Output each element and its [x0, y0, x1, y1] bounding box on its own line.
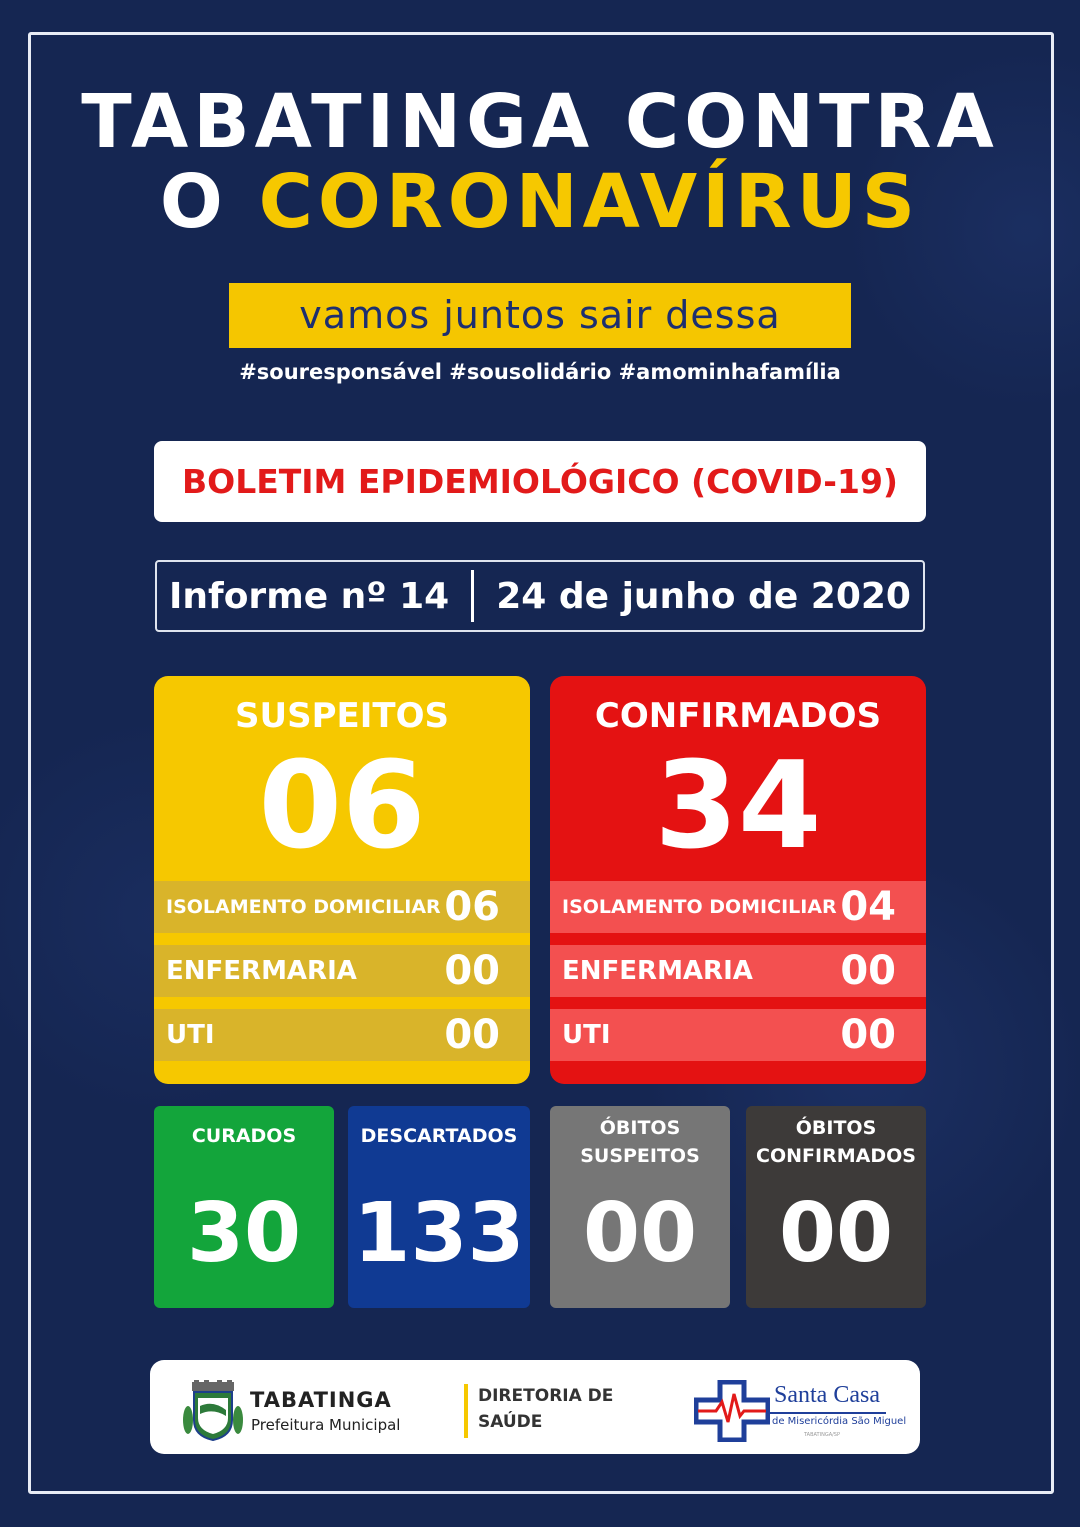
tile-discarded	[348, 1106, 530, 1308]
hospital-cross-icon	[694, 1380, 770, 1442]
report-info-box	[155, 560, 925, 632]
city-subtitle: Prefeitura Municipal	[251, 1416, 401, 1434]
title-line-1: TABATINGA CONTRA	[81, 79, 999, 165]
tile-value: 00	[582, 1186, 698, 1281]
tile-label-line-2: CONFIRMADOS	[756, 1145, 916, 1167]
suspects-row-ward	[154, 945, 530, 997]
footer-logos	[150, 1360, 920, 1454]
suspects-label: SUSPEITOS	[235, 696, 449, 736]
suspects-total: 06	[258, 737, 426, 876]
title-line-2	[0, 160, 1080, 244]
bulletin-title: BOLETIM EPIDEMIOLÓGICO (COVID-19)	[154, 441, 926, 522]
hospital-city: TABATINGA/SP	[804, 1432, 840, 1438]
divider	[464, 1384, 468, 1438]
hashtags: #souresponsável #sousolidário #amominhafamília	[239, 360, 841, 384]
row-label: ISOLAMENTO DOMICILIAR	[166, 896, 441, 918]
row-label: UTI	[166, 1020, 215, 1050]
tile-value: 133	[353, 1186, 525, 1281]
report-number: Informe nº 14	[169, 575, 450, 617]
tile-confirmed-deaths	[746, 1106, 926, 1308]
report-date: 24 de junho de 2020	[496, 575, 911, 617]
tile-suspected-deaths	[550, 1106, 730, 1308]
suspects-row-home-isolation	[154, 881, 530, 933]
row-label: ISOLAMENTO DOMICILIAR	[562, 896, 837, 918]
confirmed-row-ward	[550, 945, 926, 997]
confirmed-label: CONFIRMADOS	[594, 696, 882, 736]
hospital-underline	[770, 1412, 886, 1414]
tile-label-line-1: ÓBITOS	[599, 1117, 681, 1139]
slogan-banner: vamos juntos sair dessa	[229, 283, 851, 348]
title-highlight: CORONAVÍRUS	[258, 159, 921, 245]
row-value: 00	[444, 1012, 500, 1058]
confirmed-panel	[550, 676, 926, 1084]
tile-label-line-1: ÓBITOS	[795, 1117, 877, 1139]
row-value: 00	[840, 1012, 896, 1058]
confirmed-row-icu	[550, 1009, 926, 1061]
confirmed-total: 34	[654, 737, 822, 876]
row-value: 00	[444, 948, 500, 994]
row-value: 00	[840, 948, 896, 994]
confirmed-row-home-isolation	[550, 881, 926, 933]
row-label: UTI	[562, 1020, 611, 1050]
department-line-2: SAÚDE	[478, 1412, 543, 1432]
tile-value: 00	[778, 1186, 894, 1281]
hospital-name: Santa Casa	[774, 1382, 880, 1408]
city-name: TABATINGA	[250, 1388, 392, 1412]
tile-label: DESCARTADOS	[360, 1125, 518, 1147]
tile-value: 30	[186, 1186, 302, 1281]
row-label: ENFERMARIA	[166, 956, 357, 986]
title-prefix: O	[159, 159, 228, 245]
department-line-1: DIRETORIA DE	[478, 1386, 614, 1406]
suspects-panel	[154, 676, 530, 1084]
city-crest-icon	[182, 1380, 244, 1442]
row-value: 06	[444, 884, 500, 930]
hospital-subtitle: de Misericórdia São Miguel	[772, 1416, 907, 1427]
row-value: 04	[840, 884, 896, 930]
divider	[471, 570, 474, 622]
row-label: ENFERMARIA	[562, 956, 753, 986]
suspects-row-icu	[154, 1009, 530, 1061]
tile-recovered	[154, 1106, 334, 1308]
tile-label-line-2: SUSPEITOS	[580, 1145, 700, 1167]
tile-label: CURADOS	[191, 1125, 297, 1147]
